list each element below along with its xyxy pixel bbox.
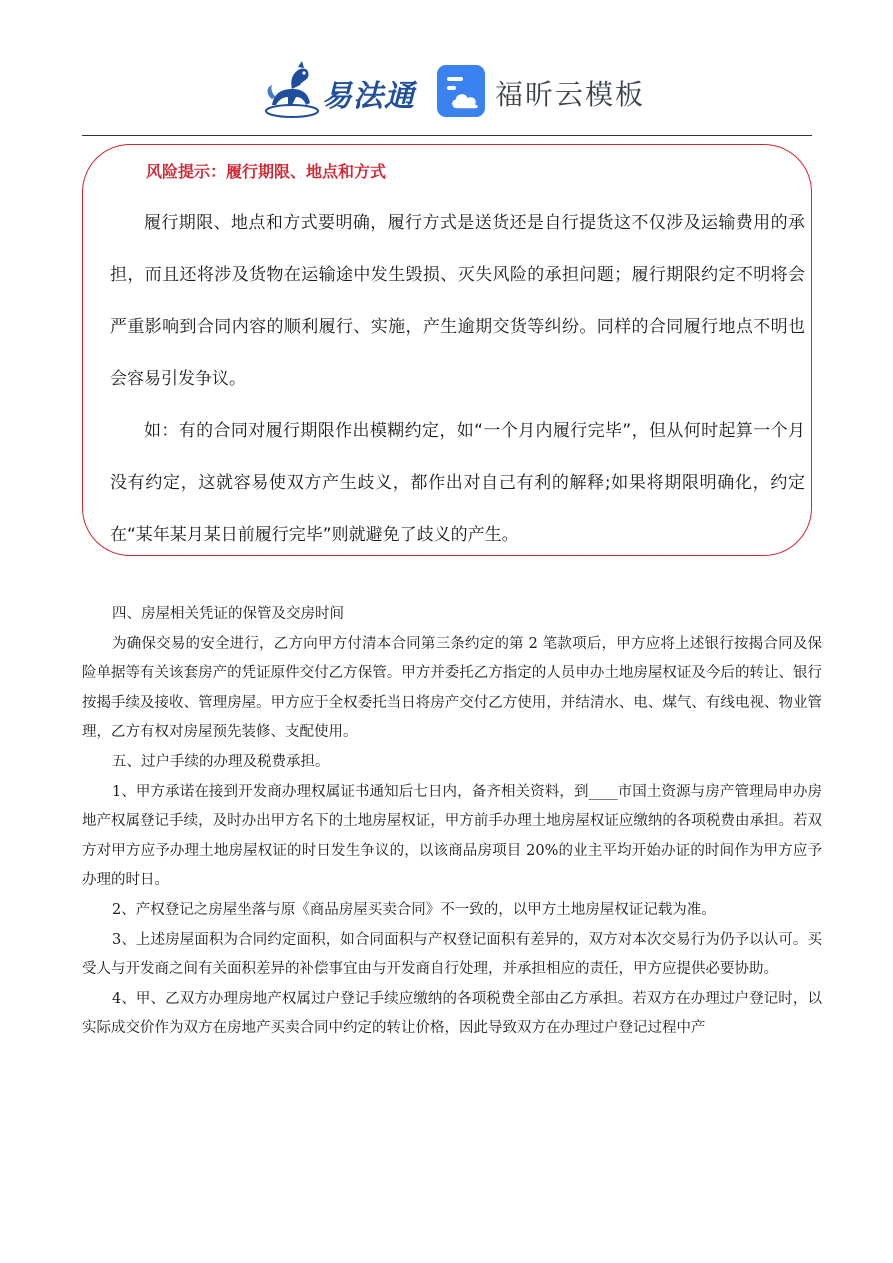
contract-paragraph: 4、甲、乙双方办理房地产权属过户登记手续应缴纳的各项税费全部由乙方承担。若双方在办理过户登记时，以实际成交价作为双方在房地产买卖合同中约定的转让价格，因此导致双方在办理过户登记过程中产 bbox=[82, 990, 822, 1037]
contract-paragraph: 2、产权登记之房屋坐落与原《商品房屋买卖合同》不一致的，以甲方土地房屋权证记载为准。 bbox=[112, 901, 716, 918]
qilin-emblem-icon bbox=[262, 59, 324, 119]
yifatong-logo bbox=[262, 59, 422, 119]
risk-warning-title: 风险提示：履行期限、地点和方式 bbox=[146, 162, 387, 181]
header-divider bbox=[82, 135, 812, 136]
risk-paragraph: 如：有的合同对履行期限作出模糊约定，如“一个月内履行完毕”，但从何时起算一个月没有约定，这就容易使双方产生歧义，都作出对自己有利的解释;如果将期限明确化，约定在“某年某月某日前履行完毕”则就避免了歧义的产生。 bbox=[110, 421, 805, 545]
contract-body bbox=[82, 600, 822, 1044]
contract-paragraph: 为确保交易的安全进行，乙方向甲方付清本合同第三条约定的第 2 笔款项后，甲方应将上述银行按揭合同及保险单据等有关该套房产的凭证原件交付乙方保管。甲方并委托乙方指定的人员申办土地房屋权证及今后的转让、银行按揭手续及接收、管理房屋。甲方应于全权委托当日将房产交付乙方使用，并结清水、电、煤气、有线电视、物业管理，乙方有权对房屋预先装修、支配使用。 bbox=[82, 635, 822, 741]
foxit-cloud-template-logo-icon bbox=[437, 65, 485, 117]
contract-paragraph: 3、上述房屋面积为合同约定面积，如合同面积与产权登记面积有差异的，双方对本次交易行为仍予以认可。买受人与开发商之间有关面积差异的补偿事宜由与开发商自行处理，并承担相应的责任，甲方应提供必要协助。 bbox=[82, 931, 822, 978]
page-header bbox=[0, 55, 893, 125]
contract-paragraph: 1、甲方承诺在接到开发商办理权属证书通知后七日内，备齐相关资料，到____市国土资源与房产管理局申办房地产权属登记手续，及时办出甲方名下的土地房屋权证，甲方前手办理土地房屋权证应缴纳的各项税费由承担。若双方对甲方应予办理土地房屋权证的时日发生争议的，以该商品房项目 20%的业主平均开始办证的时间作为甲方应予办理的时日。 bbox=[82, 783, 822, 889]
yifatong-wordmark: 易法通 bbox=[322, 79, 415, 114]
risk-paragraph: 履行期限、地点和方式要明确，履行方式是送货还是自行提货这不仅涉及运输费用的承担，而且还将涉及货物在运输途中发生毁损、灭失风险的承担问题；履行期限约定不明将会严重影响到合同内容的顺利履行、实施，产生逾期交货等纠纷。同样的合同履行地点不明也会容易引发争议。 bbox=[110, 213, 805, 389]
risk-warning-box bbox=[82, 144, 812, 556]
section-heading: 五、过户手续的办理及税费承担。 bbox=[112, 753, 330, 770]
section-heading: 四、房屋相关凭证的保管及交房时间 bbox=[112, 606, 344, 622]
foxit-cloud-template-wordmark: 福昕云模板 bbox=[495, 78, 646, 111]
